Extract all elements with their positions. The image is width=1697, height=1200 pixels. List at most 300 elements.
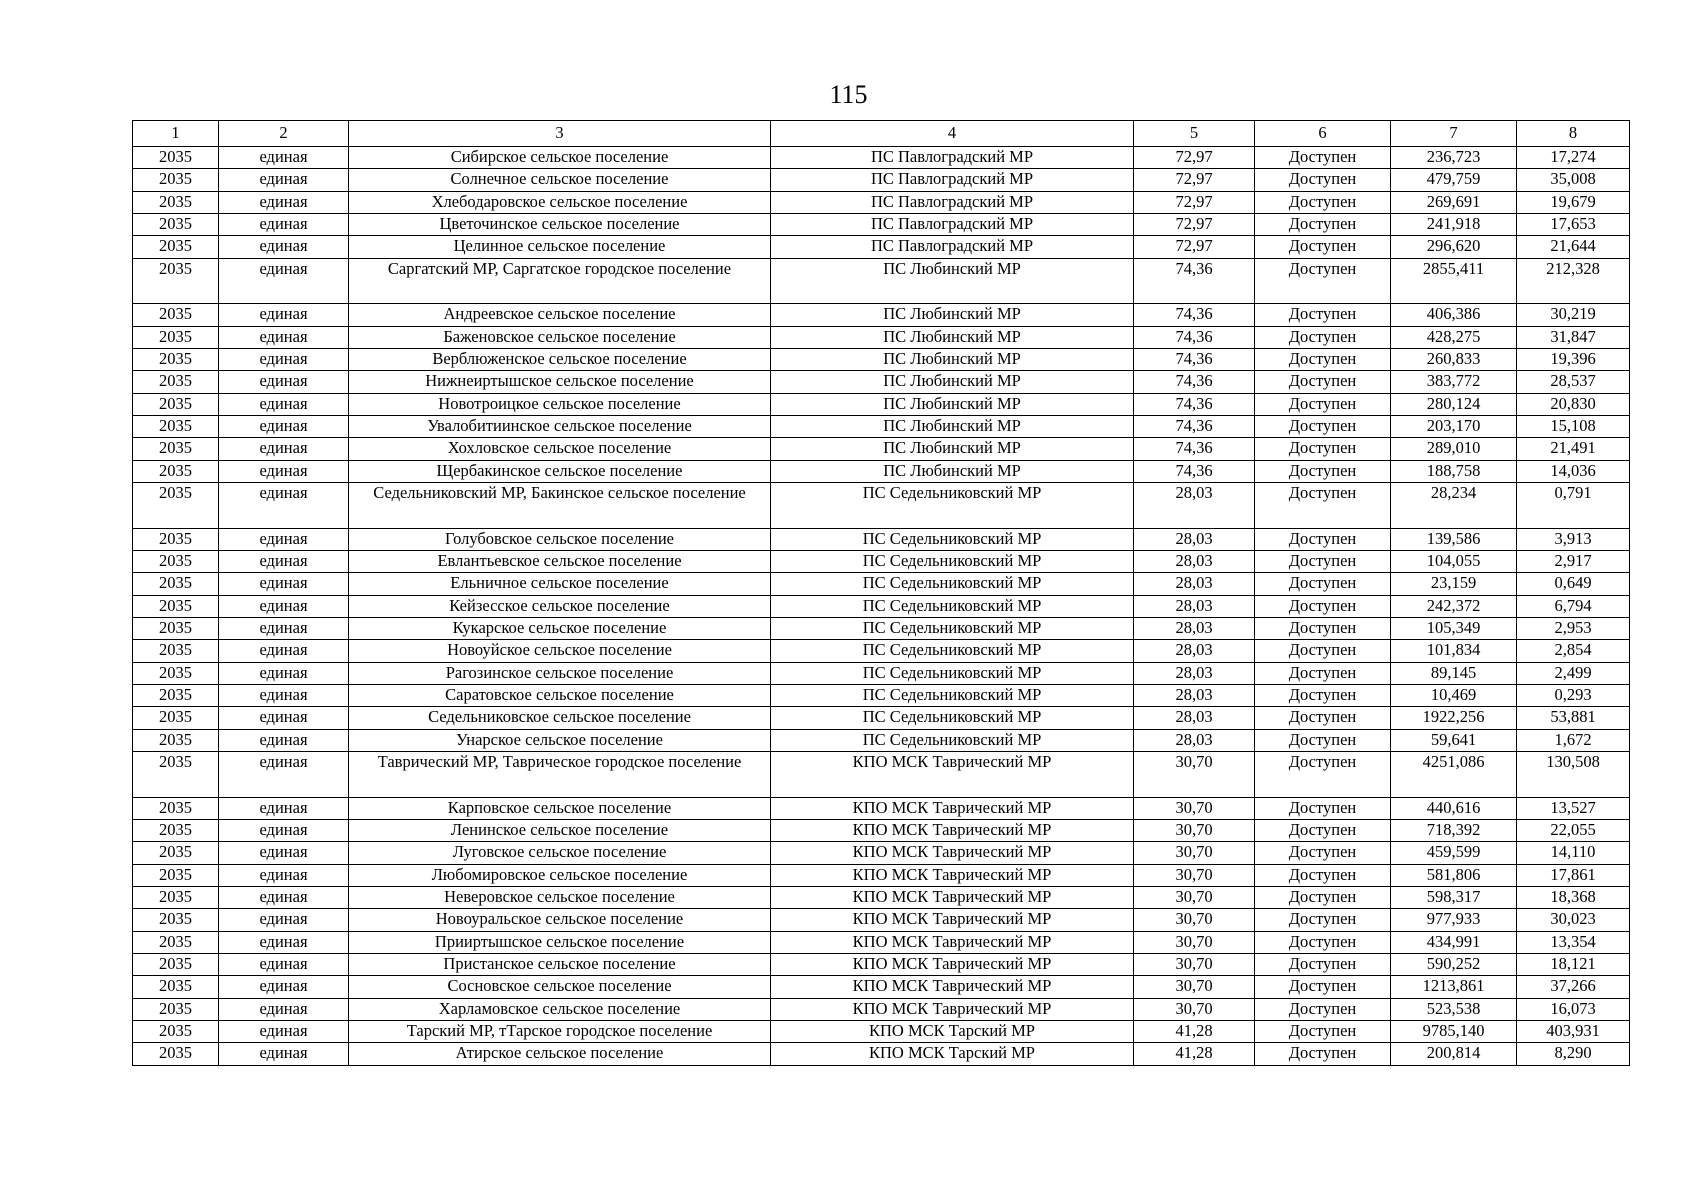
table-cell: КПО МСК Таврический МР — [771, 998, 1134, 1020]
table-cell: единая — [219, 887, 349, 909]
table-cell: 2035 — [133, 618, 219, 640]
table-cell: 581,806 — [1391, 864, 1517, 886]
table-cell: КПО МСК Таврический МР — [771, 976, 1134, 998]
table-cell: 2035 — [133, 258, 219, 304]
table-cell: 2035 — [133, 909, 219, 931]
table-row — [133, 618, 1630, 640]
table-cell: 2035 — [133, 438, 219, 460]
table-cell: 13,354 — [1517, 931, 1630, 953]
table-cell: 2035 — [133, 976, 219, 998]
table-cell: Увалобитиинское сельское поселение — [349, 416, 771, 438]
table-cell: 30,70 — [1134, 887, 1255, 909]
table-cell: 74,36 — [1134, 258, 1255, 304]
table-cell: 2035 — [133, 236, 219, 258]
table-cell: 74,36 — [1134, 393, 1255, 415]
table-cell: 2035 — [133, 998, 219, 1020]
table-row — [133, 169, 1630, 191]
table-cell: Верблюженское сельское поселение — [349, 349, 771, 371]
table-cell: Доступен — [1255, 752, 1391, 798]
table-cell: ПС Седельниковский МР — [771, 685, 1134, 707]
table-cell: Доступен — [1255, 236, 1391, 258]
table-cell: Доступен — [1255, 998, 1391, 1020]
table-cell: 2035 — [133, 887, 219, 909]
table-cell: ПС Седельниковский МР — [771, 618, 1134, 640]
table-cell: Доступен — [1255, 460, 1391, 482]
table-cell: Новоуйское сельское поселение — [349, 640, 771, 662]
table-cell: единая — [219, 976, 349, 998]
table-row — [133, 416, 1630, 438]
table-cell: Доступен — [1255, 909, 1391, 931]
table-row — [133, 349, 1630, 371]
table-cell: 30,70 — [1134, 842, 1255, 864]
table-row — [133, 820, 1630, 842]
table-cell: 0,791 — [1517, 483, 1630, 529]
table-cell: 19,679 — [1517, 191, 1630, 213]
table-cell: ПС Павлоградский МР — [771, 191, 1134, 213]
table-cell: КПО МСК Таврический МР — [771, 797, 1134, 819]
table-cell: 74,36 — [1134, 460, 1255, 482]
table-row — [133, 528, 1630, 550]
table-cell: 74,36 — [1134, 371, 1255, 393]
table-cell: 2035 — [133, 820, 219, 842]
table-cell: единая — [219, 931, 349, 953]
table-cell: 2035 — [133, 595, 219, 617]
table-cell: 2035 — [133, 326, 219, 348]
table-cell: 2,917 — [1517, 551, 1630, 573]
table-cell: единая — [219, 236, 349, 258]
table-cell: 30,70 — [1134, 797, 1255, 819]
table-cell: 72,97 — [1134, 236, 1255, 258]
table-cell: 2,499 — [1517, 662, 1630, 684]
table-cell: 2035 — [133, 662, 219, 684]
table-cell: 2035 — [133, 460, 219, 482]
table-cell: ПС Седельниковский МР — [771, 707, 1134, 729]
table-cell: 2035 — [133, 551, 219, 573]
table-cell: Хохловское сельское поселение — [349, 438, 771, 460]
table-cell: КПО МСК Таврический МР — [771, 887, 1134, 909]
table-cell: 20,830 — [1517, 393, 1630, 415]
table-cell: 28,03 — [1134, 729, 1255, 751]
table-cell: Тарский МР, тТарское городское поселение — [349, 1021, 771, 1043]
table-row — [133, 438, 1630, 460]
table-cell: Доступен — [1255, 595, 1391, 617]
table-cell: единая — [219, 752, 349, 798]
table-cell: 590,252 — [1391, 954, 1517, 976]
table-cell: 718,392 — [1391, 820, 1517, 842]
table-cell: Доступен — [1255, 528, 1391, 550]
column-header: 2 — [219, 121, 349, 147]
table-cell: Прииртышское сельское поселение — [349, 931, 771, 953]
table-cell: единая — [219, 640, 349, 662]
table-cell: 280,124 — [1391, 393, 1517, 415]
table-cell: единая — [219, 954, 349, 976]
table-cell: 2035 — [133, 797, 219, 819]
table-cell: 2,854 — [1517, 640, 1630, 662]
data-table — [132, 120, 1630, 1066]
table-cell: Доступен — [1255, 887, 1391, 909]
table-cell: Доступен — [1255, 685, 1391, 707]
table-cell: Доступен — [1255, 797, 1391, 819]
table-row — [133, 976, 1630, 998]
table-cell: 28,03 — [1134, 483, 1255, 529]
table-cell: 9785,140 — [1391, 1021, 1517, 1043]
table-cell: Кукарское сельское поселение — [349, 618, 771, 640]
table-cell: единая — [219, 371, 349, 393]
table-cell: ПС Седельниковский МР — [771, 729, 1134, 751]
table-cell: единая — [219, 416, 349, 438]
table-cell: 383,772 — [1391, 371, 1517, 393]
table-cell: единая — [219, 258, 349, 304]
table-cell: 212,328 — [1517, 258, 1630, 304]
table-cell: ПС Седельниковский МР — [771, 595, 1134, 617]
table-cell: 236,723 — [1391, 147, 1517, 169]
table-cell: Хлебодаровское сельское поселение — [349, 191, 771, 213]
table-cell: ПС Седельниковский МР — [771, 573, 1134, 595]
table-row — [133, 662, 1630, 684]
table-cell: 2035 — [133, 729, 219, 751]
table-cell: 2035 — [133, 528, 219, 550]
table-cell: Доступен — [1255, 707, 1391, 729]
table-cell: 28,03 — [1134, 662, 1255, 684]
table-cell: ПС Любинский МР — [771, 416, 1134, 438]
table-cell: 977,933 — [1391, 909, 1517, 931]
table-cell: единая — [219, 438, 349, 460]
table-row — [133, 147, 1630, 169]
table-cell: 2035 — [133, 147, 219, 169]
table-cell: 2035 — [133, 864, 219, 886]
table-cell: 479,759 — [1391, 169, 1517, 191]
table-cell: ПС Любинский МР — [771, 258, 1134, 304]
table-cell: 72,97 — [1134, 147, 1255, 169]
table-cell: единая — [219, 864, 349, 886]
table-cell: 1922,256 — [1391, 707, 1517, 729]
table-cell: 17,653 — [1517, 214, 1630, 236]
table-cell: единая — [219, 729, 349, 751]
table-cell: 74,36 — [1134, 438, 1255, 460]
table-cell: 2035 — [133, 371, 219, 393]
table-row — [133, 236, 1630, 258]
table-cell: 2035 — [133, 416, 219, 438]
table-cell: Таврический МР, Таврическое городское поселение — [349, 752, 771, 798]
table-cell: 2035 — [133, 191, 219, 213]
table-cell: 35,008 — [1517, 169, 1630, 191]
table-cell: Доступен — [1255, 573, 1391, 595]
table-cell: 188,758 — [1391, 460, 1517, 482]
table-cell: ПС Павлоградский МР — [771, 169, 1134, 191]
table-cell: 6,794 — [1517, 595, 1630, 617]
table-cell: ПС Любинский МР — [771, 460, 1134, 482]
table-cell: Харламовское сельское поселение — [349, 998, 771, 1020]
table-cell: Доступен — [1255, 1021, 1391, 1043]
table-cell: Доступен — [1255, 618, 1391, 640]
table-cell: единая — [219, 393, 349, 415]
table-row — [133, 729, 1630, 751]
table-cell: Доступен — [1255, 662, 1391, 684]
table-cell: 72,97 — [1134, 169, 1255, 191]
table-cell: Доступен — [1255, 976, 1391, 998]
table-cell: Доступен — [1255, 371, 1391, 393]
table-cell: единая — [219, 349, 349, 371]
table-cell: ПС Любинский МР — [771, 326, 1134, 348]
table-cell: ПС Любинский МР — [771, 349, 1134, 371]
table-row — [133, 864, 1630, 886]
table-cell: единая — [219, 1043, 349, 1065]
table-cell: Атирское сельское поселение — [349, 1043, 771, 1065]
table-cell: единая — [219, 169, 349, 191]
table-cell: 434,991 — [1391, 931, 1517, 953]
table-cell: ПС Павлоградский МР — [771, 214, 1134, 236]
table-cell: 28,03 — [1134, 551, 1255, 573]
table-row — [133, 304, 1630, 326]
table-cell: Доступен — [1255, 729, 1391, 751]
table-cell: ПС Павлоградский МР — [771, 147, 1134, 169]
table-cell: единая — [219, 797, 349, 819]
table-row — [133, 752, 1630, 798]
table-cell: единая — [219, 820, 349, 842]
table-cell: Пристанское сельское поселение — [349, 954, 771, 976]
table-cell: 101,834 — [1391, 640, 1517, 662]
table-row — [133, 931, 1630, 953]
table-cell: Новотроицкое сельское поселение — [349, 393, 771, 415]
table-cell: 28,03 — [1134, 618, 1255, 640]
table-cell: 269,691 — [1391, 191, 1517, 213]
table-cell: 30,70 — [1134, 998, 1255, 1020]
table-cell: 37,266 — [1517, 976, 1630, 998]
table-row — [133, 842, 1630, 864]
table-cell: Доступен — [1255, 191, 1391, 213]
table-cell: 15,108 — [1517, 416, 1630, 438]
table-cell: Новоуральское сельское поселение — [349, 909, 771, 931]
table-row — [133, 551, 1630, 573]
column-header: 6 — [1255, 121, 1391, 147]
table-cell: Доступен — [1255, 349, 1391, 371]
table-cell: 2035 — [133, 304, 219, 326]
table-cell: ПС Седельниковский МР — [771, 551, 1134, 573]
table-cell: 403,931 — [1517, 1021, 1630, 1043]
table-cell: Доступен — [1255, 640, 1391, 662]
table-cell: 428,275 — [1391, 326, 1517, 348]
table-cell: 28,03 — [1134, 528, 1255, 550]
table-row — [133, 707, 1630, 729]
table-header — [133, 121, 1630, 147]
table-cell: Доступен — [1255, 954, 1391, 976]
table-cell: ПС Седельниковский МР — [771, 662, 1134, 684]
table-cell: Цветочинское сельское поселение — [349, 214, 771, 236]
table-cell: единая — [219, 595, 349, 617]
table-cell: КПО МСК Таврический МР — [771, 931, 1134, 953]
table-row — [133, 595, 1630, 617]
table-cell: 30,023 — [1517, 909, 1630, 931]
table-row — [133, 460, 1630, 482]
table-cell: 2035 — [133, 1021, 219, 1043]
table-cell: 2035 — [133, 349, 219, 371]
table-cell: 2035 — [133, 483, 219, 529]
table-cell: единая — [219, 662, 349, 684]
table-cell: Доступен — [1255, 326, 1391, 348]
table-cell: Доступен — [1255, 258, 1391, 304]
table-row — [133, 258, 1630, 304]
table-cell: 19,396 — [1517, 349, 1630, 371]
table-cell: ПС Павлоградский МР — [771, 236, 1134, 258]
table-cell: единая — [219, 573, 349, 595]
table-cell: Сибирское сельское поселение — [349, 147, 771, 169]
table-cell: 2035 — [133, 640, 219, 662]
table-cell: 260,833 — [1391, 349, 1517, 371]
table-cell: ПС Седельниковский МР — [771, 483, 1134, 529]
table-cell: 53,881 — [1517, 707, 1630, 729]
table-row — [133, 393, 1630, 415]
table-cell: 41,28 — [1134, 1043, 1255, 1065]
table-cell: Андреевское сельское поселение — [349, 304, 771, 326]
table-row — [133, 685, 1630, 707]
table-cell: 14,110 — [1517, 842, 1630, 864]
table-cell: Доступен — [1255, 147, 1391, 169]
table-cell: Доступен — [1255, 551, 1391, 573]
table-row — [133, 191, 1630, 213]
table-cell: Седельниковское сельское поселение — [349, 707, 771, 729]
table-cell: 30,70 — [1134, 931, 1255, 953]
table-cell: 21,491 — [1517, 438, 1630, 460]
table-cell: 1,672 — [1517, 729, 1630, 751]
table-cell: Баженовское сельское поселение — [349, 326, 771, 348]
table-row — [133, 998, 1630, 1020]
table-cell: 242,372 — [1391, 595, 1517, 617]
table-cell: Доступен — [1255, 820, 1391, 842]
table-cell: 0,293 — [1517, 685, 1630, 707]
table-cell: 2035 — [133, 931, 219, 953]
table-cell: 74,36 — [1134, 326, 1255, 348]
table-cell: ПС Любинский МР — [771, 393, 1134, 415]
table-cell: Доступен — [1255, 438, 1391, 460]
table-cell: 30,70 — [1134, 909, 1255, 931]
table-row — [133, 483, 1630, 529]
table-cell: 241,918 — [1391, 214, 1517, 236]
table-cell: 2,953 — [1517, 618, 1630, 640]
table-cell: единая — [219, 460, 349, 482]
table-cell: единая — [219, 147, 349, 169]
column-header: 4 — [771, 121, 1134, 147]
table-cell: Голубовское сельское поселение — [349, 528, 771, 550]
table-cell: 72,97 — [1134, 191, 1255, 213]
table-cell: единая — [219, 326, 349, 348]
table-cell: 2035 — [133, 842, 219, 864]
table-cell: 59,641 — [1391, 729, 1517, 751]
table-cell: 72,97 — [1134, 214, 1255, 236]
table-cell: ПС Любинский МР — [771, 304, 1134, 326]
table-cell: 203,170 — [1391, 416, 1517, 438]
table-cell: 2035 — [133, 169, 219, 191]
table-row — [133, 954, 1630, 976]
table-cell: единая — [219, 214, 349, 236]
table-cell: 16,073 — [1517, 998, 1630, 1020]
table-cell: 8,290 — [1517, 1043, 1630, 1065]
column-header: 7 — [1391, 121, 1517, 147]
table-cell: 23,159 — [1391, 573, 1517, 595]
table-cell: единая — [219, 909, 349, 931]
table-cell: Доступен — [1255, 393, 1391, 415]
table-cell: Нижнеиртышское сельское поселение — [349, 371, 771, 393]
table-cell: 18,121 — [1517, 954, 1630, 976]
page-number: 115 — [829, 80, 868, 109]
table-row — [133, 326, 1630, 348]
table-cell: Щербакинское сельское поселение — [349, 460, 771, 482]
table-cell: 130,508 — [1517, 752, 1630, 798]
table-cell: 28,03 — [1134, 595, 1255, 617]
table-cell: 598,317 — [1391, 887, 1517, 909]
table-cell: 22,055 — [1517, 820, 1630, 842]
table-cell: 459,599 — [1391, 842, 1517, 864]
table-row — [133, 640, 1630, 662]
table-cell: Доступен — [1255, 214, 1391, 236]
table-cell: 74,36 — [1134, 304, 1255, 326]
table-cell: Евлантьевское сельское поселение — [349, 551, 771, 573]
column-header: 3 — [349, 121, 771, 147]
table-row — [133, 887, 1630, 909]
table-cell: ПС Любинский МР — [771, 438, 1134, 460]
table-row — [133, 371, 1630, 393]
table-row — [133, 1043, 1630, 1065]
table-cell: единая — [219, 707, 349, 729]
table-cell: ПС Седельниковский МР — [771, 640, 1134, 662]
table-cell: ПС Седельниковский МР — [771, 528, 1134, 550]
table-cell: Доступен — [1255, 931, 1391, 953]
table-cell: 17,861 — [1517, 864, 1630, 886]
table-cell: 30,70 — [1134, 954, 1255, 976]
table-cell: 2035 — [133, 1043, 219, 1065]
table-cell: Солнечное сельское поселение — [349, 169, 771, 191]
table-cell: Карповское сельское поселение — [349, 797, 771, 819]
column-header: 1 — [133, 121, 219, 147]
table-cell: 21,644 — [1517, 236, 1630, 258]
table-cell: Неверовское сельское поселение — [349, 887, 771, 909]
table-cell: 2035 — [133, 393, 219, 415]
table-cell: 523,538 — [1391, 998, 1517, 1020]
table-cell: единая — [219, 483, 349, 529]
table-cell: 28,03 — [1134, 640, 1255, 662]
table-cell: Кейзесское сельское поселение — [349, 595, 771, 617]
table-cell: 28,03 — [1134, 573, 1255, 595]
table-cell: Доступен — [1255, 483, 1391, 529]
table-cell: 30,70 — [1134, 752, 1255, 798]
table-body — [133, 147, 1630, 1066]
table-cell: 30,70 — [1134, 820, 1255, 842]
table-cell: 28,537 — [1517, 371, 1630, 393]
table-cell: 17,274 — [1517, 147, 1630, 169]
table-row — [133, 797, 1630, 819]
table-cell: 28,03 — [1134, 707, 1255, 729]
table-cell: Луговское сельское поселение — [349, 842, 771, 864]
table-cell: 28,03 — [1134, 685, 1255, 707]
table-cell: 10,469 — [1391, 685, 1517, 707]
table-cell: 2035 — [133, 214, 219, 236]
table-cell: 13,527 — [1517, 797, 1630, 819]
column-number-row — [133, 121, 1630, 147]
table-cell: 200,814 — [1391, 1043, 1517, 1065]
table-cell: единая — [219, 998, 349, 1020]
table-cell: 2035 — [133, 752, 219, 798]
table-cell: 18,368 — [1517, 887, 1630, 909]
table-cell: 30,219 — [1517, 304, 1630, 326]
table-cell: 74,36 — [1134, 416, 1255, 438]
table-cell: 406,386 — [1391, 304, 1517, 326]
table-cell: 2035 — [133, 954, 219, 976]
table-cell: единая — [219, 1021, 349, 1043]
table-cell: Ленинское сельское поселение — [349, 820, 771, 842]
table-cell: 30,70 — [1134, 976, 1255, 998]
table-cell: 1213,861 — [1391, 976, 1517, 998]
table-cell: Доступен — [1255, 842, 1391, 864]
table-cell: КПО МСК Таврический МР — [771, 752, 1134, 798]
